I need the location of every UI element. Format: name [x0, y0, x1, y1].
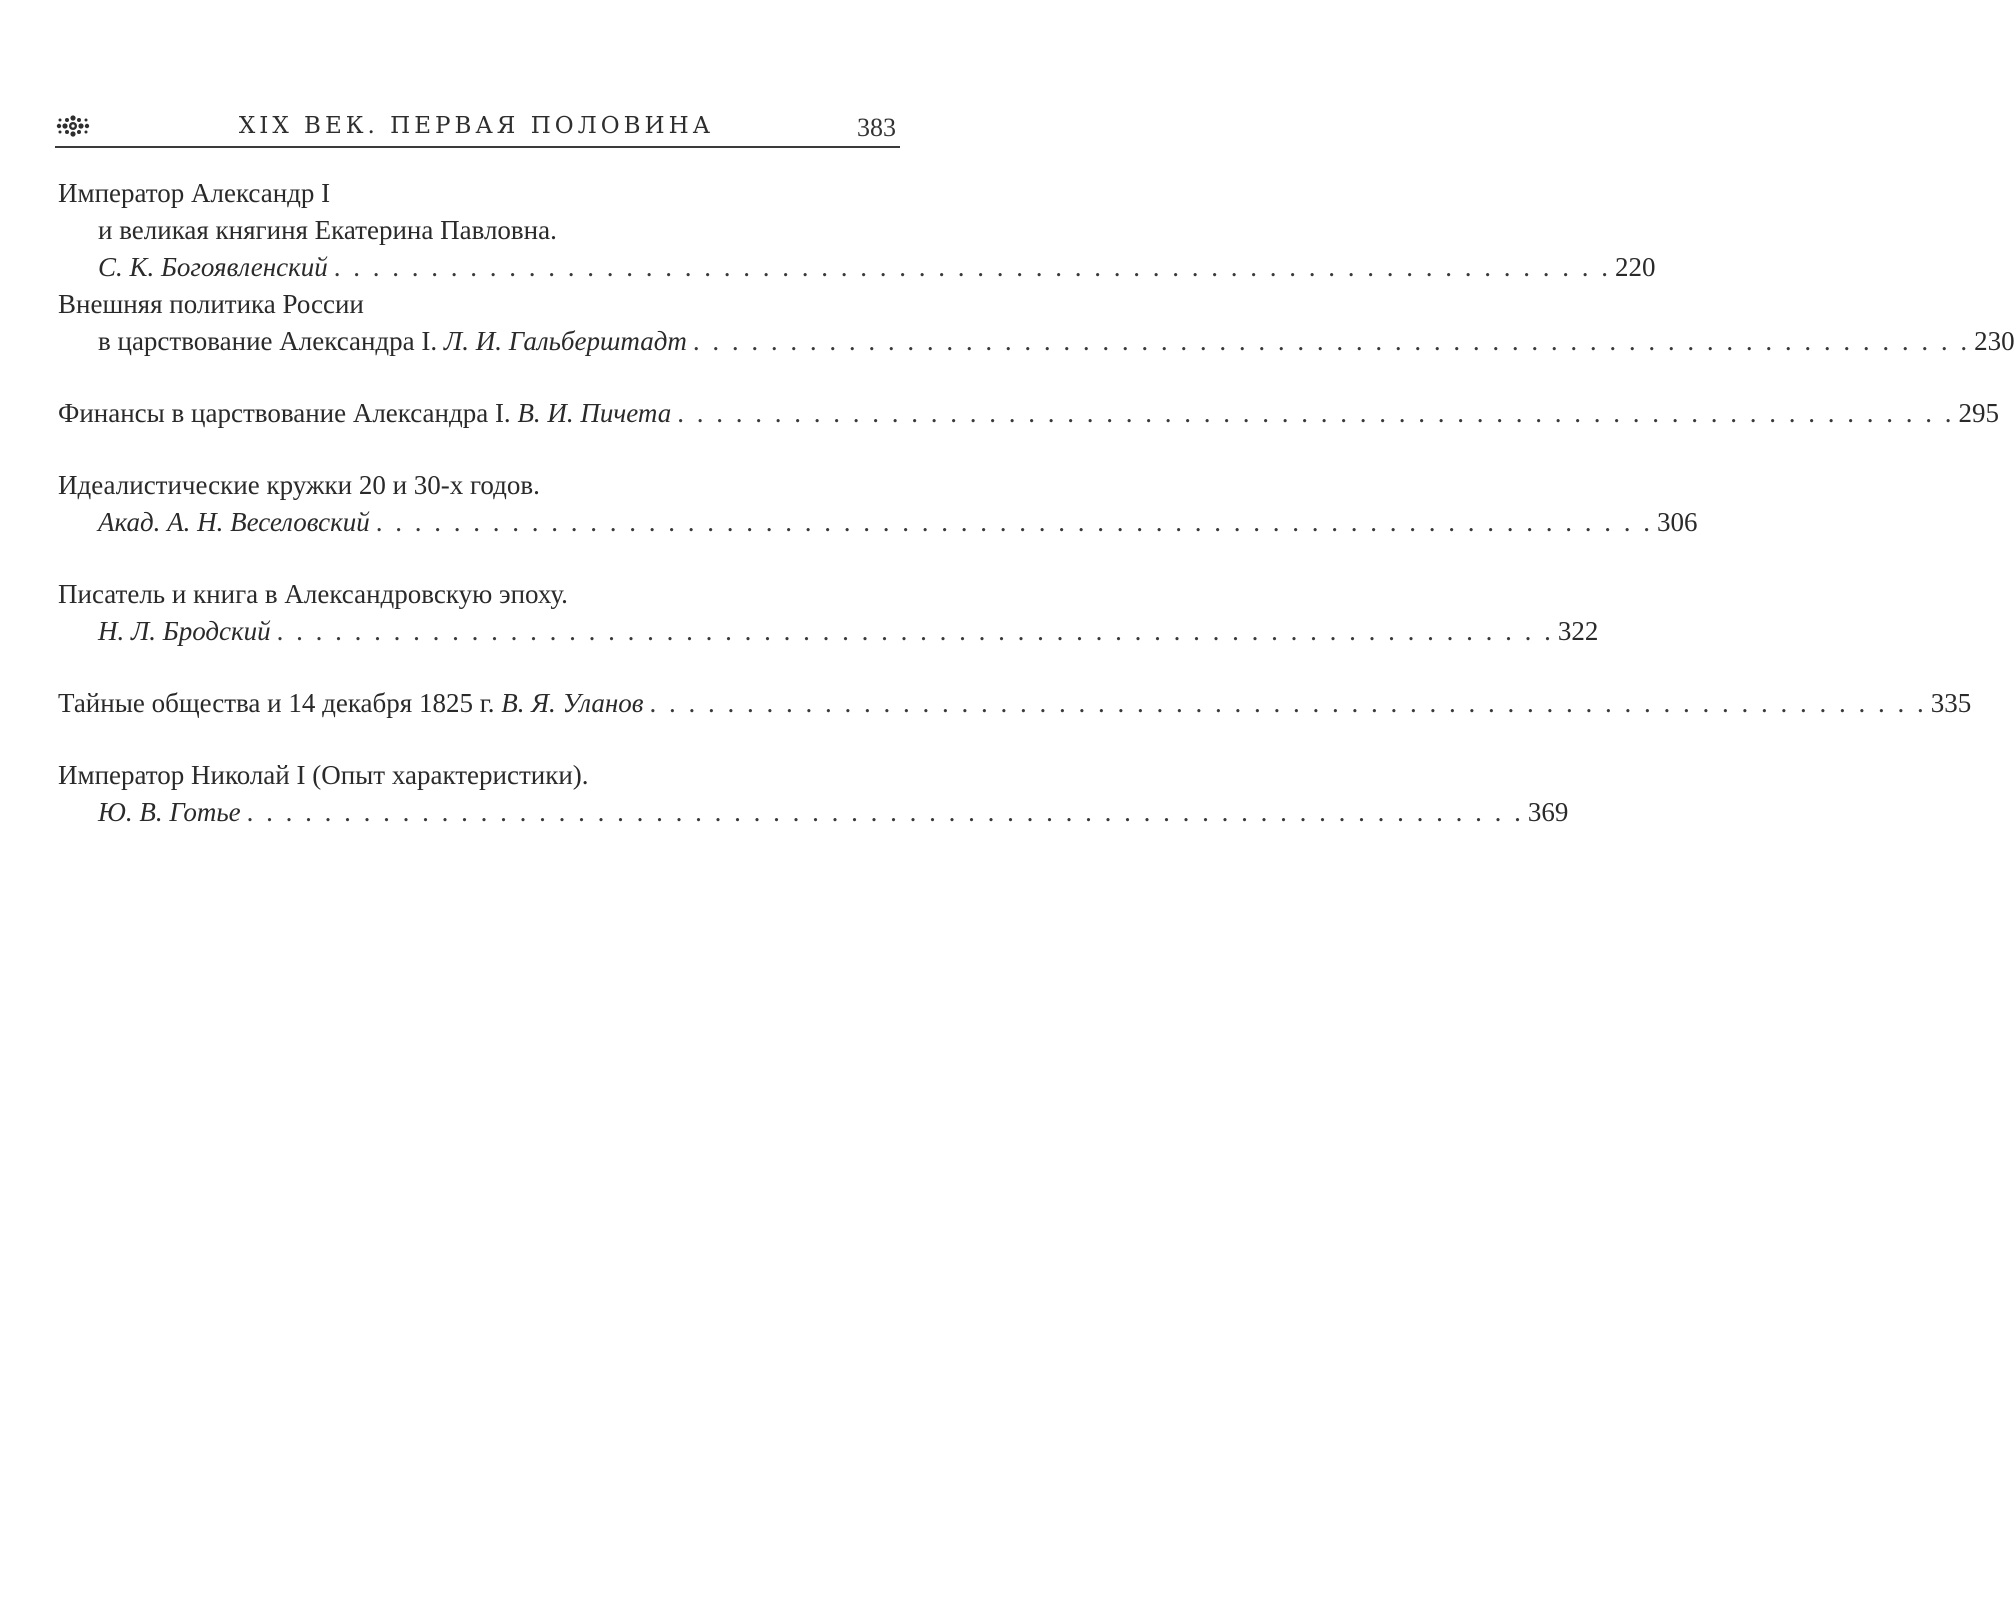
toc-entry-author: Акад. А. Н. Веселовский — [98, 507, 370, 537]
toc-entry-author: В. Я. Уланов — [501, 688, 644, 718]
toc-entry-title: Император Николай I (Опыт характеристики). — [58, 760, 589, 790]
toc-entry-title: Внешняя политика России — [58, 289, 364, 319]
toc-entry — [58, 286, 2015, 360]
toc-entry-title: и великая княгиня Екатерина Павловна. — [98, 215, 557, 245]
toc-entry — [58, 175, 1656, 286]
dot-leader: . . . . . . . . . . . . . . . . . . . . . . . . . . . . . . . . . . . . . . . . . . . . . . . . . . . . . . . . . . . . . . . . . . — [677, 398, 1955, 428]
toc-entry-byline — [58, 249, 1656, 286]
toc-entry — [58, 467, 1698, 541]
toc-entry-title: Писатель и книга в Александровскую эпоху. — [58, 579, 568, 609]
dot-leader: . . . . . . . . . . . . . . . . . . . . . . . . . . . . . . . . . . . . . . . . . . . . . . . . . . . . . . . . . . . . . . . . . . — [246, 797, 1524, 827]
toc-entry-author: С. К. Богоявленский — [98, 252, 328, 282]
toc-entry — [58, 685, 1972, 722]
dot-leader: . . . . . . . . . . . . . . . . . . . . . . . . . . . . . . . . . . . . . . . . . . . . . . . . . . . . . . . . . . . . . . . . . . — [276, 616, 1554, 646]
dot-leader: . . . . . . . . . . . . . . . . . . . . . . . . . . . . . . . . . . . . . . . . . . . . . . . . . . . . . . . . . . . . . . . . . . — [375, 507, 1653, 537]
toc-entry — [58, 395, 2000, 432]
running-header — [55, 104, 898, 144]
page-number: 383 — [857, 113, 896, 142]
toc-entry-byline — [58, 613, 1599, 650]
dot-leader: . . . . . . . . . . . . . . . . . . . . . . . . . . . . . . . . . . . . . . . . . . . . . . . . . . . . . . . . . . . . . . . . . . — [649, 688, 1927, 718]
toc-entry-page: 306 — [1657, 507, 1698, 537]
toc-entry-title: Финансы в царствование Александра I. — [58, 398, 511, 428]
toc-entry-title: Идеалистические кружки 20 и 30-х годов. — [58, 470, 540, 500]
toc-entry-author: Л. И. Гальберштадт — [443, 326, 687, 356]
toc-entry-title: Император Александр I — [58, 178, 331, 208]
toc-entry-author: Ю. В. Готье — [98, 797, 241, 827]
dot-leader: . . . . . . . . . . . . . . . . . . . . . . . . . . . . . . . . . . . . . . . . . . . . . . . . . . . . . . . . . . . . . . . . . . — [333, 252, 1612, 282]
toc-entry-byline — [58, 323, 2015, 360]
toc-entry-page: 220 — [1615, 252, 1656, 282]
toc-entry-page: 230 — [1974, 326, 2015, 356]
toc-entry-byline — [58, 685, 1972, 722]
toc-entry-byline — [58, 794, 1569, 831]
toc-entry-page: 335 — [1930, 688, 1972, 718]
toc-entry-title: Тайные общества и 14 декабря 1825 г. — [58, 688, 495, 718]
toc-entry — [58, 757, 1569, 831]
toc-entry-page: 322 — [1557, 616, 1599, 646]
toc-entry-page: 369 — [1527, 797, 1569, 827]
toc-entry-page: 295 — [1958, 398, 2000, 428]
dot-leader: . . . . . . . . . . . . . . . . . . . . . . . . . . . . . . . . . . . . . . . . . . . . . . . . . . . . . . . . . . . . . . . . . . — [692, 326, 1971, 356]
toc-entry-title: в царствование Александра I. — [98, 326, 438, 356]
toc-entry-byline — [58, 504, 1698, 541]
running-header-title: XIX ВЕК. ПЕРВАЯ ПОЛОВИНА — [238, 113, 715, 139]
toc-entry — [58, 576, 1599, 650]
header-rule — [55, 146, 900, 148]
table-of-contents — [58, 175, 2015, 831]
toc-entry-byline — [58, 395, 2000, 432]
toc-entry-author: В. И. Пичета — [517, 398, 672, 428]
toc-entry-author: Н. Л. Бродский — [98, 616, 271, 646]
